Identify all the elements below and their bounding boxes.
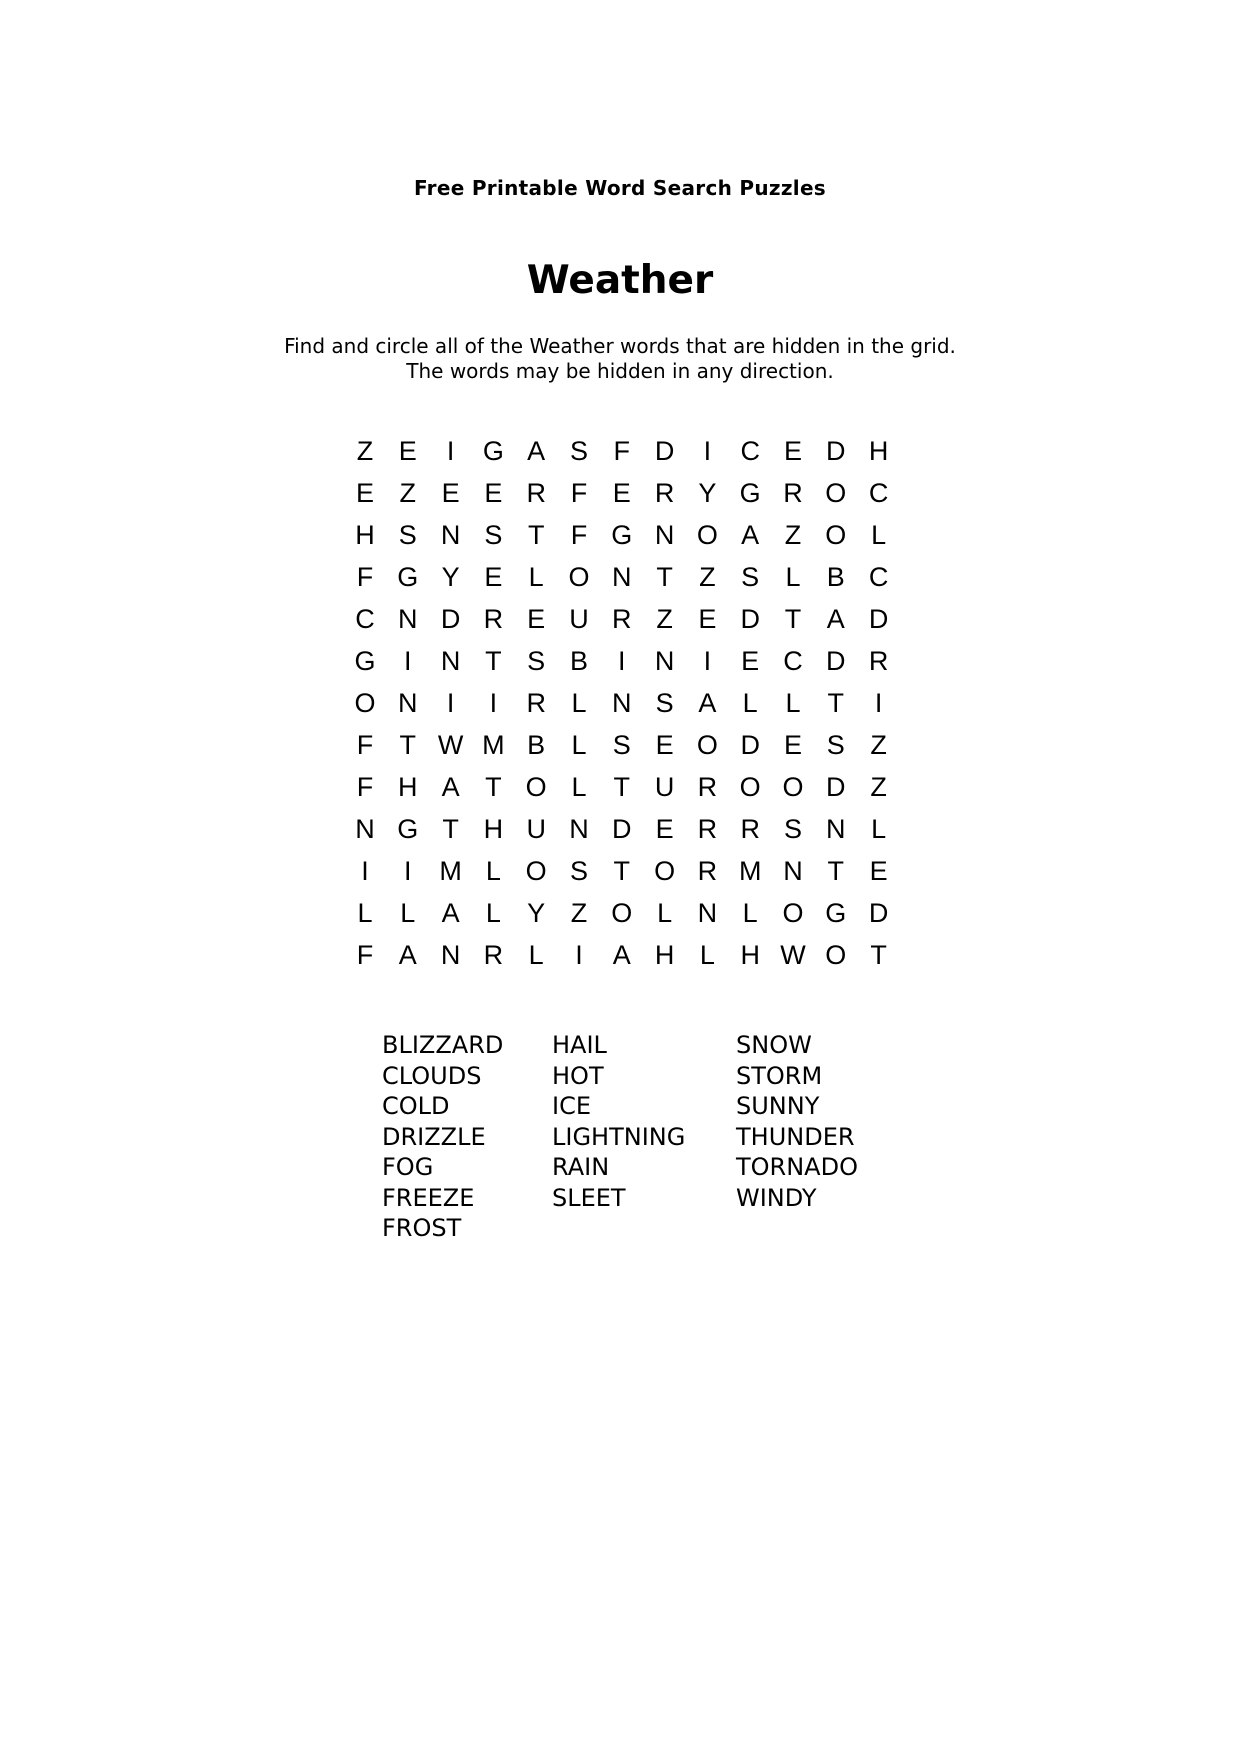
grid-letter[interactable]: T: [656, 562, 673, 592]
grid-letter[interactable]: H: [654, 940, 675, 970]
grid-letter[interactable]: H: [483, 814, 504, 844]
grid-letter[interactable]: E: [527, 604, 546, 634]
grid-letter[interactable]: O: [568, 562, 590, 592]
grid-letter[interactable]: Z: [399, 478, 417, 508]
grid-letter[interactable]: I: [874, 688, 883, 718]
grid-letter[interactable]: C: [740, 436, 760, 466]
grid-letter[interactable]: R: [697, 814, 718, 844]
grid-letter[interactable]: N: [697, 898, 718, 928]
grid-letter[interactable]: G: [397, 562, 419, 592]
grid-letter[interactable]: I: [446, 436, 455, 466]
grid-letter[interactable]: L: [742, 688, 758, 718]
grid-letter[interactable]: E: [655, 814, 674, 844]
grid-letter[interactable]: Y: [441, 562, 460, 592]
grid-letter[interactable]: G: [611, 520, 633, 550]
grid-letter[interactable]: D: [654, 436, 675, 466]
grid-letter[interactable]: Z: [699, 562, 716, 592]
grid-letter[interactable]: I: [575, 940, 583, 970]
grid-letter[interactable]: E: [612, 478, 631, 508]
grid-letter[interactable]: E: [441, 478, 460, 508]
word-list-item: FROST: [382, 1214, 462, 1242]
word-list-item: LIGHTNING: [552, 1122, 686, 1151]
grid-letter[interactable]: R: [654, 478, 675, 508]
grid-letter[interactable]: T: [613, 856, 631, 886]
grid-letter[interactable]: A: [398, 940, 417, 970]
word-list-item: SNOW: [736, 1031, 812, 1059]
grid-letter[interactable]: R: [612, 604, 632, 634]
grid-letter[interactable]: Z: [570, 898, 588, 928]
grid-letter[interactable]: L: [871, 814, 887, 844]
grid-letter[interactable]: R: [483, 940, 504, 970]
grid-letter[interactable]: O: [611, 898, 633, 928]
grid-letter[interactable]: F: [613, 436, 631, 466]
grid-letter[interactable]: E: [655, 730, 674, 760]
grid-letter[interactable]: L: [357, 898, 373, 928]
grid-letter[interactable]: H: [398, 772, 418, 802]
grid-letter[interactable]: H: [355, 520, 375, 550]
grid-letter[interactable]: R: [697, 772, 718, 802]
grid-letter[interactable]: G: [739, 478, 761, 508]
grid-letter[interactable]: G: [397, 814, 419, 844]
grid-letter[interactable]: R: [526, 688, 546, 718]
grid-letter[interactable]: R: [483, 604, 504, 634]
grid-letter[interactable]: T: [827, 856, 845, 886]
grid-letter[interactable]: E: [783, 730, 802, 760]
site-title: Free Printable Word Search Puzzles: [413, 176, 827, 200]
word-list-item: TORNADO: [736, 1153, 858, 1181]
grid-letter[interactable]: A: [826, 604, 845, 634]
instructions: [0, 334, 1240, 384]
word-list-item: ICE: [552, 1092, 591, 1120]
grid-letter[interactable]: D: [826, 772, 846, 802]
grid-letter[interactable]: O: [696, 520, 718, 550]
grid-letter[interactable]: T: [442, 814, 459, 844]
grid-letter[interactable]: L: [657, 898, 673, 928]
grid-letter[interactable]: D: [826, 436, 846, 466]
grid-letter[interactable]: N: [398, 688, 418, 718]
grid-letter[interactable]: L: [785, 562, 801, 592]
grid-letter[interactable]: N: [612, 562, 632, 592]
grid-letter[interactable]: I: [703, 436, 712, 466]
grid-letter[interactable]: E: [484, 562, 503, 592]
grid-letter[interactable]: F: [356, 730, 374, 760]
grid-letter[interactable]: W: [437, 730, 464, 760]
grid-letter[interactable]: T: [485, 646, 502, 676]
grid-letter[interactable]: A: [698, 688, 717, 718]
grid-letter[interactable]: C: [868, 478, 889, 508]
grid-letter[interactable]: U: [526, 814, 546, 844]
grid-letter[interactable]: S: [741, 562, 760, 592]
grid-letter[interactable]: T: [485, 772, 502, 802]
grid-letter[interactable]: L: [528, 562, 544, 592]
grid-letter[interactable]: E: [398, 436, 417, 466]
grid-letter[interactable]: T: [399, 730, 417, 760]
grid-letter[interactable]: S: [398, 520, 417, 550]
grid-letter[interactable]: U: [654, 772, 675, 802]
grid-letter[interactable]: G: [482, 436, 504, 466]
grid-letter[interactable]: N: [569, 814, 589, 844]
word-list-item: HOT: [552, 1061, 604, 1090]
grid-letter[interactable]: H: [740, 940, 760, 970]
grid-letter[interactable]: C: [868, 562, 889, 592]
grid-letter[interactable]: N: [826, 814, 846, 844]
grid-letter[interactable]: E: [484, 478, 503, 508]
grid-letter[interactable]: S: [655, 688, 674, 718]
grid-letter[interactable]: E: [869, 856, 888, 886]
grid-letter[interactable]: D: [612, 814, 632, 844]
grid-letter[interactable]: F: [356, 562, 374, 592]
word-list-item: THUNDER: [736, 1122, 855, 1151]
grid-letter[interactable]: W: [780, 940, 806, 970]
grid-letter[interactable]: O: [525, 772, 547, 802]
grid-letter[interactable]: F: [356, 940, 374, 970]
grid-letter[interactable]: A: [741, 520, 760, 550]
grid-letter[interactable]: L: [742, 898, 758, 928]
word-list-item: SUNNY: [736, 1092, 820, 1120]
grid-letter[interactable]: D: [440, 604, 461, 634]
grid-letter[interactable]: A: [527, 436, 546, 466]
grid-letter[interactable]: F: [356, 772, 374, 802]
grid-letter[interactable]: N: [783, 856, 803, 886]
grid-letter[interactable]: Y: [527, 898, 546, 928]
grid-letter[interactable]: E: [698, 604, 717, 634]
grid-letter[interactable]: G: [825, 898, 847, 928]
letter-grid: [347, 432, 907, 978]
grid-letter[interactable]: Z: [870, 772, 887, 802]
grid-letter[interactable]: U: [569, 604, 589, 634]
grid-letter[interactable]: L: [571, 772, 587, 802]
grid-letter[interactable]: H: [868, 436, 889, 466]
grid-letter[interactable]: R: [740, 814, 760, 844]
instruction-line: Find and circle all of the Weather words that are hidden in the grid.: [284, 334, 956, 358]
grid-letter[interactable]: B: [826, 562, 845, 592]
word-list-item: BLIZZARD: [382, 1031, 504, 1059]
word-list-item: WINDY: [736, 1183, 817, 1212]
grid-letter[interactable]: L: [871, 520, 887, 550]
word-list-item: STORM: [736, 1061, 823, 1090]
grid-letter[interactable]: T: [527, 520, 545, 550]
grid-letter[interactable]: O: [825, 940, 847, 970]
grid-letter[interactable]: S: [612, 730, 631, 760]
grid-letter[interactable]: L: [400, 898, 416, 928]
grid-letter[interactable]: O: [782, 898, 804, 928]
grid-letter[interactable]: A: [441, 772, 460, 802]
grid-letter[interactable]: I: [618, 646, 626, 676]
grid-letter[interactable]: I: [361, 856, 369, 886]
grid-letter[interactable]: B: [569, 646, 588, 676]
grid-letter[interactable]: S: [527, 646, 546, 676]
grid-letter[interactable]: N: [398, 604, 418, 634]
grid-letter[interactable]: L: [571, 688, 587, 718]
grid-letter[interactable]: O: [654, 856, 676, 886]
grid-letter[interactable]: I: [489, 688, 498, 718]
grid-letter[interactable]: T: [784, 604, 802, 634]
grid-letter[interactable]: D: [868, 604, 889, 634]
grid-letter[interactable]: M: [439, 856, 462, 886]
instruction-line: The words may be hidden in any direction.: [406, 359, 834, 383]
grid-letter[interactable]: F: [570, 520, 588, 550]
word-list-item: FOG: [382, 1153, 434, 1181]
grid-letter[interactable]: N: [654, 520, 675, 550]
grid-letter[interactable]: F: [570, 478, 588, 508]
grid-letter[interactable]: D: [740, 730, 760, 760]
grid-letter[interactable]: C: [783, 646, 803, 676]
grid-letter[interactable]: S: [783, 814, 802, 844]
grid-letter[interactable]: O: [825, 520, 847, 550]
grid-letter[interactable]: O: [696, 730, 718, 760]
grid-letter[interactable]: O: [354, 688, 376, 718]
grid-letter[interactable]: N: [612, 688, 632, 718]
word-list-item: RAIN: [552, 1153, 610, 1181]
grid-letter[interactable]: S: [569, 436, 588, 466]
grid-letter[interactable]: M: [738, 856, 762, 886]
grid-letter[interactable]: T: [870, 940, 887, 970]
grid-letter[interactable]: I: [446, 688, 455, 718]
word-list-item: HAIL: [552, 1031, 607, 1059]
word-column: [552, 1030, 685, 1213]
grid-letter[interactable]: L: [485, 856, 501, 886]
grid-letter[interactable]: N: [654, 646, 675, 676]
grid-letter[interactable]: O: [739, 772, 761, 802]
grid-letter[interactable]: N: [440, 940, 461, 970]
word-list-item: CLOUDS: [382, 1061, 482, 1090]
grid-letter[interactable]: N: [355, 814, 375, 844]
grid-letter[interactable]: L: [528, 940, 544, 970]
grid-letter[interactable]: L: [485, 898, 501, 928]
grid-letter[interactable]: O: [782, 772, 804, 802]
word-list: [382, 1030, 902, 1250]
grid-letter[interactable]: I: [404, 646, 412, 676]
grid-letter[interactable]: D: [740, 604, 760, 634]
grid-letter[interactable]: R: [697, 856, 718, 886]
grid-letter[interactable]: N: [440, 646, 461, 676]
grid-letter[interactable]: Y: [698, 478, 717, 508]
grid-letter[interactable]: O: [525, 856, 547, 886]
word-list-item: COLD: [382, 1092, 450, 1120]
grid-letter[interactable]: D: [868, 898, 889, 928]
grid-letter[interactable]: S: [826, 730, 845, 760]
grid-letter[interactable]: D: [826, 646, 846, 676]
grid-letter[interactable]: C: [355, 604, 375, 634]
grid-letter[interactable]: L: [785, 688, 801, 718]
grid-letter[interactable]: Z: [870, 730, 887, 760]
grid-letter[interactable]: S: [484, 520, 503, 550]
grid-letter[interactable]: R: [526, 478, 546, 508]
grid-letter[interactable]: N: [440, 520, 461, 550]
grid-letter[interactable]: E: [741, 646, 760, 676]
grid-letter[interactable]: Z: [656, 604, 673, 634]
grid-letter[interactable]: L: [699, 940, 715, 970]
word-list-item: DRIZZLE: [382, 1122, 486, 1151]
word-column: [736, 1030, 858, 1213]
word-column: [382, 1030, 503, 1244]
word-list-item: FREEZE: [382, 1183, 475, 1212]
grid-letter[interactable]: A: [612, 940, 631, 970]
puzzle-title: Weather: [526, 258, 714, 303]
grid-letter[interactable]: T: [613, 772, 631, 802]
grid-letter[interactable]: R: [868, 646, 889, 676]
word-list-item: SLEET: [552, 1183, 626, 1212]
grid-letter[interactable]: I: [404, 856, 412, 886]
grid-letter[interactable]: Z: [356, 436, 374, 466]
grid-letter[interactable]: M: [482, 730, 505, 760]
grid-letter[interactable]: E: [783, 436, 802, 466]
grid-letter[interactable]: B: [527, 730, 546, 760]
grid-letter[interactable]: Z: [784, 520, 802, 550]
grid-letter[interactable]: G: [354, 646, 376, 676]
grid-letter[interactable]: E: [355, 478, 374, 508]
grid-letter[interactable]: L: [571, 730, 587, 760]
grid-letter[interactable]: T: [827, 688, 845, 718]
grid-letter[interactable]: O: [825, 478, 847, 508]
grid-letter[interactable]: S: [569, 856, 588, 886]
grid-letter[interactable]: I: [703, 646, 712, 676]
grid-letter[interactable]: A: [441, 898, 460, 928]
grid-letter[interactable]: R: [783, 478, 803, 508]
